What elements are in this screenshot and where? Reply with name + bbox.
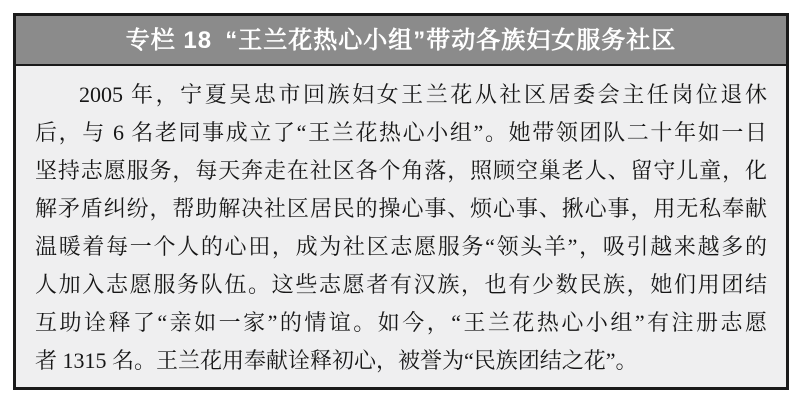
paragraph-line: 2005 年，宁夏吴忠市回族妇女王兰花从社区居委会主任岗位退休 (79, 82, 767, 107)
panel-number-label: 专栏 18 (125, 27, 213, 54)
panel-body (16, 66, 786, 387)
panel-title: “王兰花热心小组”带动各族妇女服务社区 (225, 27, 677, 54)
paragraph-line: 人加入志愿服务队伍。这些志愿者有汉族，也有少数民族，她们用团结 (35, 272, 767, 297)
paragraph-line: 后，与 6 名老同事成立了“王兰花热心小组”。她带领团队二十年如一日 (35, 120, 767, 145)
paragraph-line: 解矛盾纠纷，帮助解决社区居民的操心事、烦心事、揪心事，用无私奉献 (35, 196, 767, 221)
sidebar-box-panel (13, 13, 789, 390)
paragraph-line: 坚持志愿服务，每天奔走在社区各个角落，照顾空巢老人、留守儿童，化 (35, 158, 767, 183)
paragraph-line: 互助诠释了“亲如一家”的情谊。如今，“王兰花热心小组”有注册志愿 (35, 310, 767, 335)
paragraph-line: 温暖着每一个人的心田，成为社区志愿服务“领头羊”，吸引越来越多的 (35, 234, 767, 259)
paragraph-line: 者 1315 名。王兰花用奉献诠释初心，被誉为“民族团结之花”。 (35, 348, 638, 373)
panel-header (16, 16, 786, 66)
